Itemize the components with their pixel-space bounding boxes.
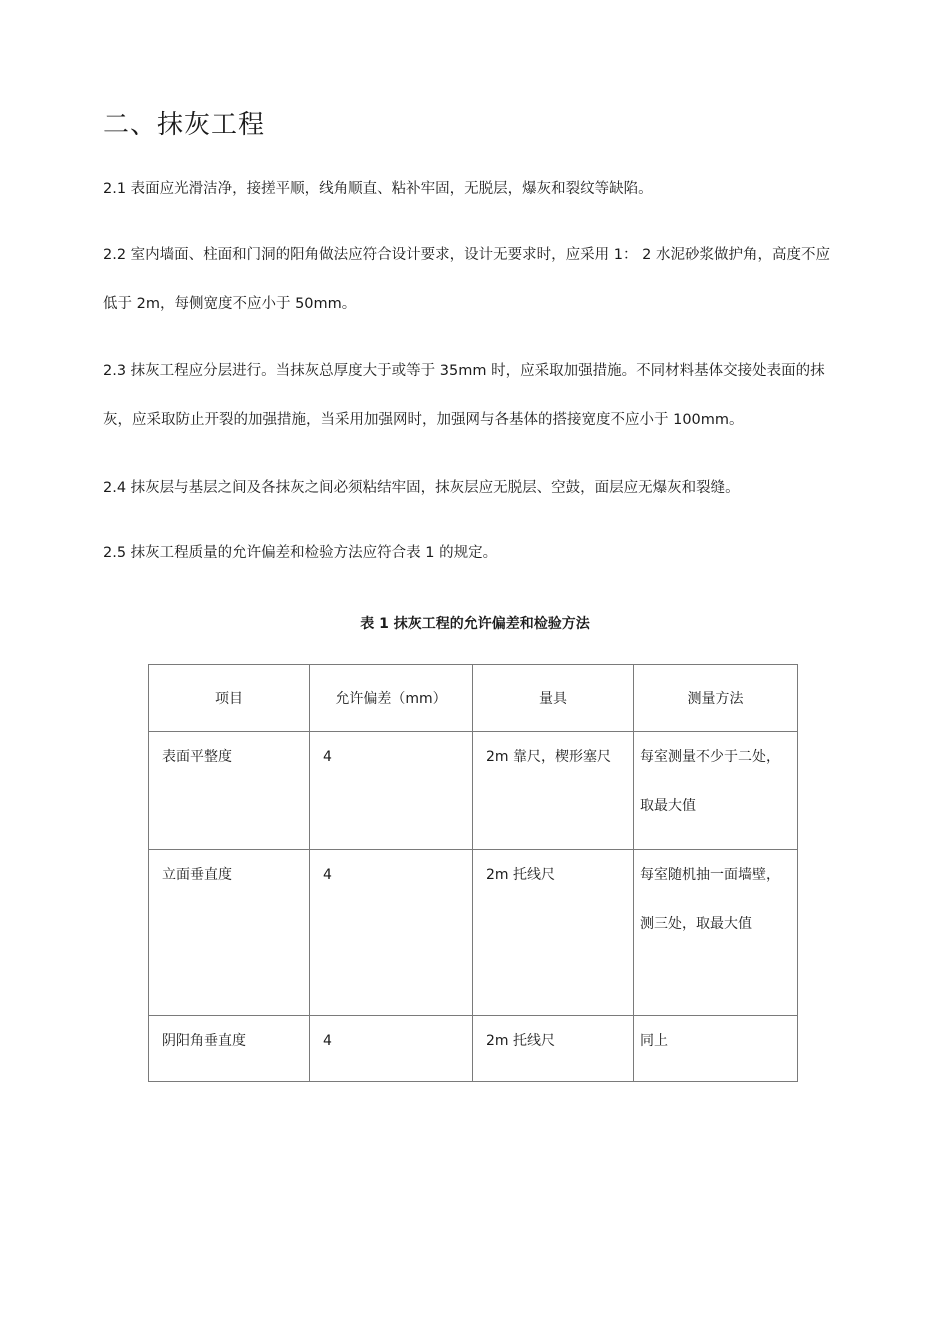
cell-item [149,1016,310,1082]
cell-text: 2m 托线尺 [486,867,555,883]
header-deviation: 允许偏差（mm） [310,665,473,732]
header-item: 项目 [149,665,310,732]
cell-method [634,732,798,850]
tolerance-table [148,664,798,1082]
cell-deviation [310,850,473,1016]
header-tool: 量具 [473,665,634,732]
cell-text: 每室测量不少于二处，取最大值 [640,749,780,814]
paragraph-2-2: 2.2 室内墙面、柱面和门洞的阳角做法应符合设计要求，设计无要求时，应采用 1： 2 水泥砂浆做护角，高度不应低于 2m，每侧宽度不应小于 50mm。 [103,247,830,312]
table-caption: 表 1 抹灰工程的允许偏差和检验方法 [360,616,590,632]
cell-deviation [310,1016,473,1082]
paragraph-2-5: 2.5 抹灰工程质量的允许偏差和检验方法应符合表 1 的规定。 [103,545,498,561]
paragraph-2-3: 2.3 抹灰工程应分层进行。当抹灰总厚度大于或等于 35mm 时，应采取加强措施。不同材料基体交接处表面的抹灰，应采取防止开裂的加强措施，当采用加强网时，加强网与各基体的搭接宽度不应小于 100mm。 [103,363,825,428]
table-row [149,732,798,850]
section-heading: 二、抹灰工程 [103,110,266,140]
paragraph-2-4: 2.4 抹灰层与基层之间及各抹灰之间必须粘结牢固，抹灰层应无脱层、空鼓，面层应无爆灰和裂缝。 [103,480,740,496]
cell-method [634,850,798,1016]
cell-item [149,732,310,850]
cell-text: 立面垂直度 [162,867,232,883]
table-row [149,1016,798,1082]
cell-text: 4 [323,867,332,883]
cell-text: 2m 靠尺，楔形塞尺 [486,749,611,765]
table-header-row [149,665,798,732]
cell-tool [473,850,634,1016]
cell-deviation [310,732,473,850]
header-method: 测量方法 [634,665,798,732]
cell-text: 同上 [640,1033,668,1049]
table-row [149,850,798,1016]
cell-tool [473,1016,634,1082]
cell-text: 表面平整度 [162,749,232,765]
paragraph-2-1: 2.1 表面应光滑洁净，接搓平顺，线角顺直、粘补牢固，无脱层，爆灰和裂纹等缺陷。 [103,181,653,197]
cell-text: 4 [323,1033,332,1049]
cell-tool [473,732,634,850]
cell-method [634,1016,798,1082]
cell-text: 每室随机抽一面墙壁，测三处，取最大值 [640,867,780,932]
cell-text: 4 [323,749,332,765]
cell-item [149,850,310,1016]
cell-text: 2m 托线尺 [486,1033,555,1049]
cell-text: 阴阳角垂直度 [162,1033,246,1049]
